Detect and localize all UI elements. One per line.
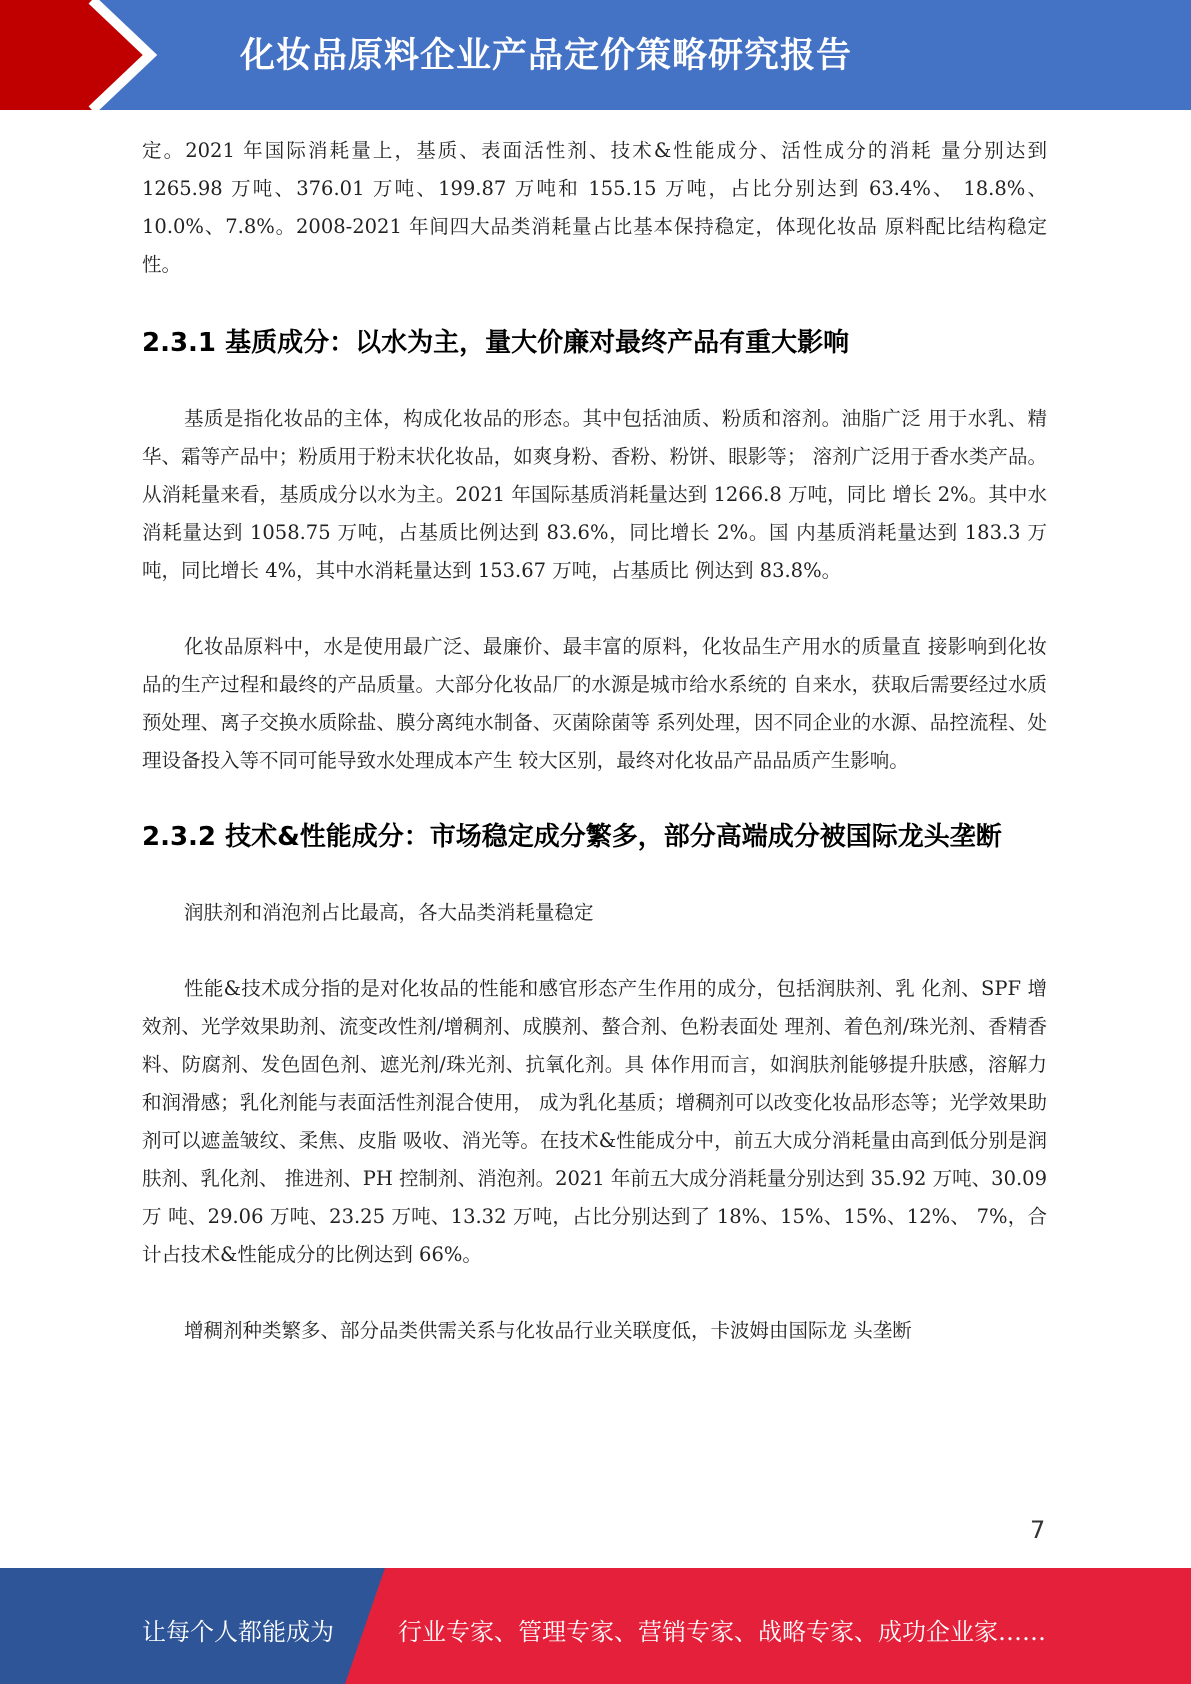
footer-slogan-left: 让每个人都能成为: [142, 1618, 334, 1646]
page-content: [142, 132, 1047, 1350]
performance-paragraph: 性能&技术成分指的是对化妆品的性能和感官形态产生作用的成分，包括润肤剂、乳 化剂、SPF 增效剂、光学效果助剂、流变改性剂/增稠剂、成膜剂、螯合剂、色粉表面处 理剂、着色剂/珠光剂、香精香料、防腐剂、发色固色剂、遮光剂/珠光剂、抗氧化剂。具 体作用而言，如润肤剂能够提升肤感，溶解力和润滑感；乳化剂能与表面活性剂混合使用， 成为乳化基质；增稠剂可以改变化妆品形态等；光学效果助剂可以遮盖皱纹、柔焦、皮脂 吸收、消光等。在技术&性能成分中，前五大成分消耗量由高到低分别是润肤剂、乳化剂、 推进剂、PH 控制剂、消泡剂。2021 年前五大成分消耗量分别达到 35.92 万吨、30.09 万 吨、29.06 万吨、23.25 万吨、13.32 万吨，占比分别达到了 18%、15%、15%、12%、 7%，合计占技术&性能成分的比例达到 66%。: [142, 977, 1047, 1266]
page-footer: [0, 1568, 1191, 1684]
report-title: 化妆品原料企业产品定价策略研究报告: [240, 36, 853, 76]
header-red-arrow-decoration: [0, 0, 160, 110]
subheading-emollients: 润肤剂和消泡剂占比最高，各大品类消耗量稳定: [184, 901, 594, 924]
page-header: [0, 0, 1191, 110]
footer-slogan-right: 行业专家、管理专家、营销专家、战略专家、成功企业家……: [398, 1618, 1046, 1646]
matrix-paragraph: 基质是指化妆品的主体，构成化妆品的形态。其中包括油质、粉质和溶剂。油脂广泛 用于水乳、精华、霜等产品中；粉质用于粉末状化妆品，如爽身粉、香粉、粉饼、眼影等； 溶剂广泛用于香水类产品。 从消耗量来看，基质成分以水为主。2021 年国际基质消耗量达到 1266.8 万吨，同比 增长 2%。其中水消耗量达到 1058.75 万吨，占基质比例达到 83.6%，同比增长 2%。国 内基质消耗量达到 183.3 万吨，同比增长 4%，其中水消耗量达到 153.67 万吨，占基质比 例达到 83.8%。: [142, 407, 1047, 582]
subheading-thickeners: 增稠剂种类繁多、部分品类供需关系与化妆品行业关联度低，卡波姆由国际龙 头垄断: [184, 1319, 912, 1342]
section-heading-2-3-2: 2.3.2 技术&性能成分：市场稳定成分繁多，部分高端成分被国际龙头垄断: [142, 822, 1002, 852]
page-number: 7: [1030, 1516, 1046, 1544]
section-heading-2-3-1: 2.3.1 基质成分：以水为主，量大价廉对最终产品有重大影响: [142, 328, 850, 358]
intro-paragraph: 定。2021 年国际消耗量上，基质、表面活性剂、技术&性能成分、活性成分的消耗 量分别达到 1265.98 万吨、376.01 万吨、199.87 万吨和 155.15 万吨，占比分别达到 63.4%、 18.8%、10.0%、7.8%。2008-2021 年间四大品类消耗量占比基本保持稳定，体现化妆品 原料配比结构稳定性。: [142, 139, 1047, 276]
water-paragraph: 化妆品原料中，水是使用最广泛、最廉价、最丰富的原料，化妆品生产用水的质量直 接影响到化妆品的生产过程和最终的产品质量。大部分化妆品厂的水源是城市给水系统的 自来水，获取后需要经过水质预处理、离子交换水质除盐、膜分离纯水制备、灭菌除菌等 系列处理，因不同企业的水源、品控流程、处理设备投入等不同可能导致水处理成本产生 较大区别，最终对化妆品产品品质产生影响。: [142, 635, 1047, 772]
